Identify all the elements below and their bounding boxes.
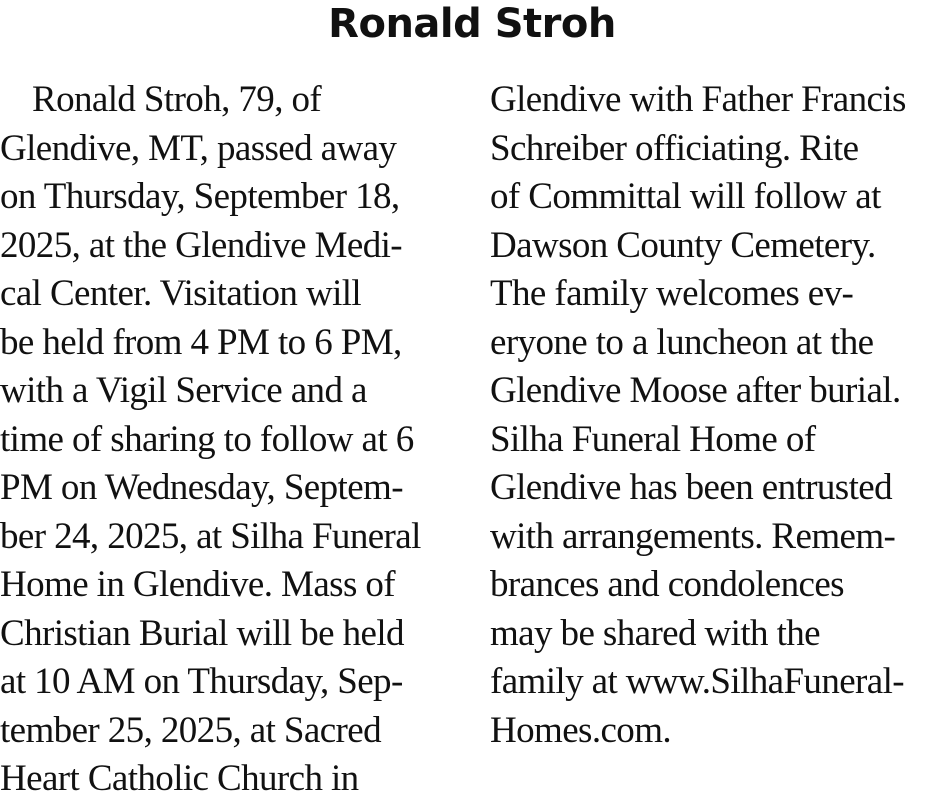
text-line: Dawson County Cemetery.	[490, 224, 876, 266]
text-line: Glendive Moose after burial.	[490, 370, 901, 411]
text-line: Christian Burial will be held	[0, 612, 404, 654]
text-line: Glendive has been entrusted	[490, 467, 892, 508]
text-line: Glendive with Father Francis	[490, 79, 906, 120]
text-line: Heart Catholic Church in	[0, 758, 359, 799]
text-line: be held from 4 PM to 6 PM,	[0, 321, 402, 363]
text-line: tember 25, 2025, at Sacred	[0, 709, 381, 751]
text-line: Homes.com.	[490, 709, 672, 751]
obituary-column-right	[490, 76, 942, 755]
text-line: ber 24, 2025, at Silha Funeral	[0, 515, 421, 557]
text-line: brances and condolences	[490, 564, 844, 605]
text-line: with a Vigil Service and a	[0, 370, 367, 411]
text-line: at 10 AM on Thursday, Sep-	[0, 661, 403, 702]
text-line: family at www.SilhaFuneral-	[490, 661, 904, 702]
text-line: Home in Glendive. Mass of	[0, 564, 396, 605]
text-line: PM on Wednesday, Septem-	[0, 467, 403, 508]
text-line: on Thursday, September 18,	[0, 176, 400, 217]
text-line: of Committal will follow at	[490, 176, 881, 217]
text-line: Silha Funeral Home of	[490, 418, 816, 460]
text-line: 2025, at the Glendive Medi-	[0, 224, 403, 266]
text-line: cal Center. Visitation will	[0, 273, 362, 314]
text-line: Ronald Stroh, 79, of	[32, 79, 322, 120]
text-line: eryone to a luncheon at the	[490, 321, 874, 363]
text-line: The family welcomes ev-	[490, 273, 854, 314]
text-line: Schreiber officiating. Rite	[490, 127, 859, 169]
text-line: Glendive, MT, passed away	[0, 127, 397, 169]
text-line: time of sharing to follow at 6	[0, 418, 414, 460]
obituary-title: Ronald Stroh	[328, 1, 616, 47]
obituary-column-left	[0, 76, 462, 804]
text-line: may be shared with the	[490, 612, 820, 654]
text-line: with arrangements. Remem-	[490, 515, 896, 557]
